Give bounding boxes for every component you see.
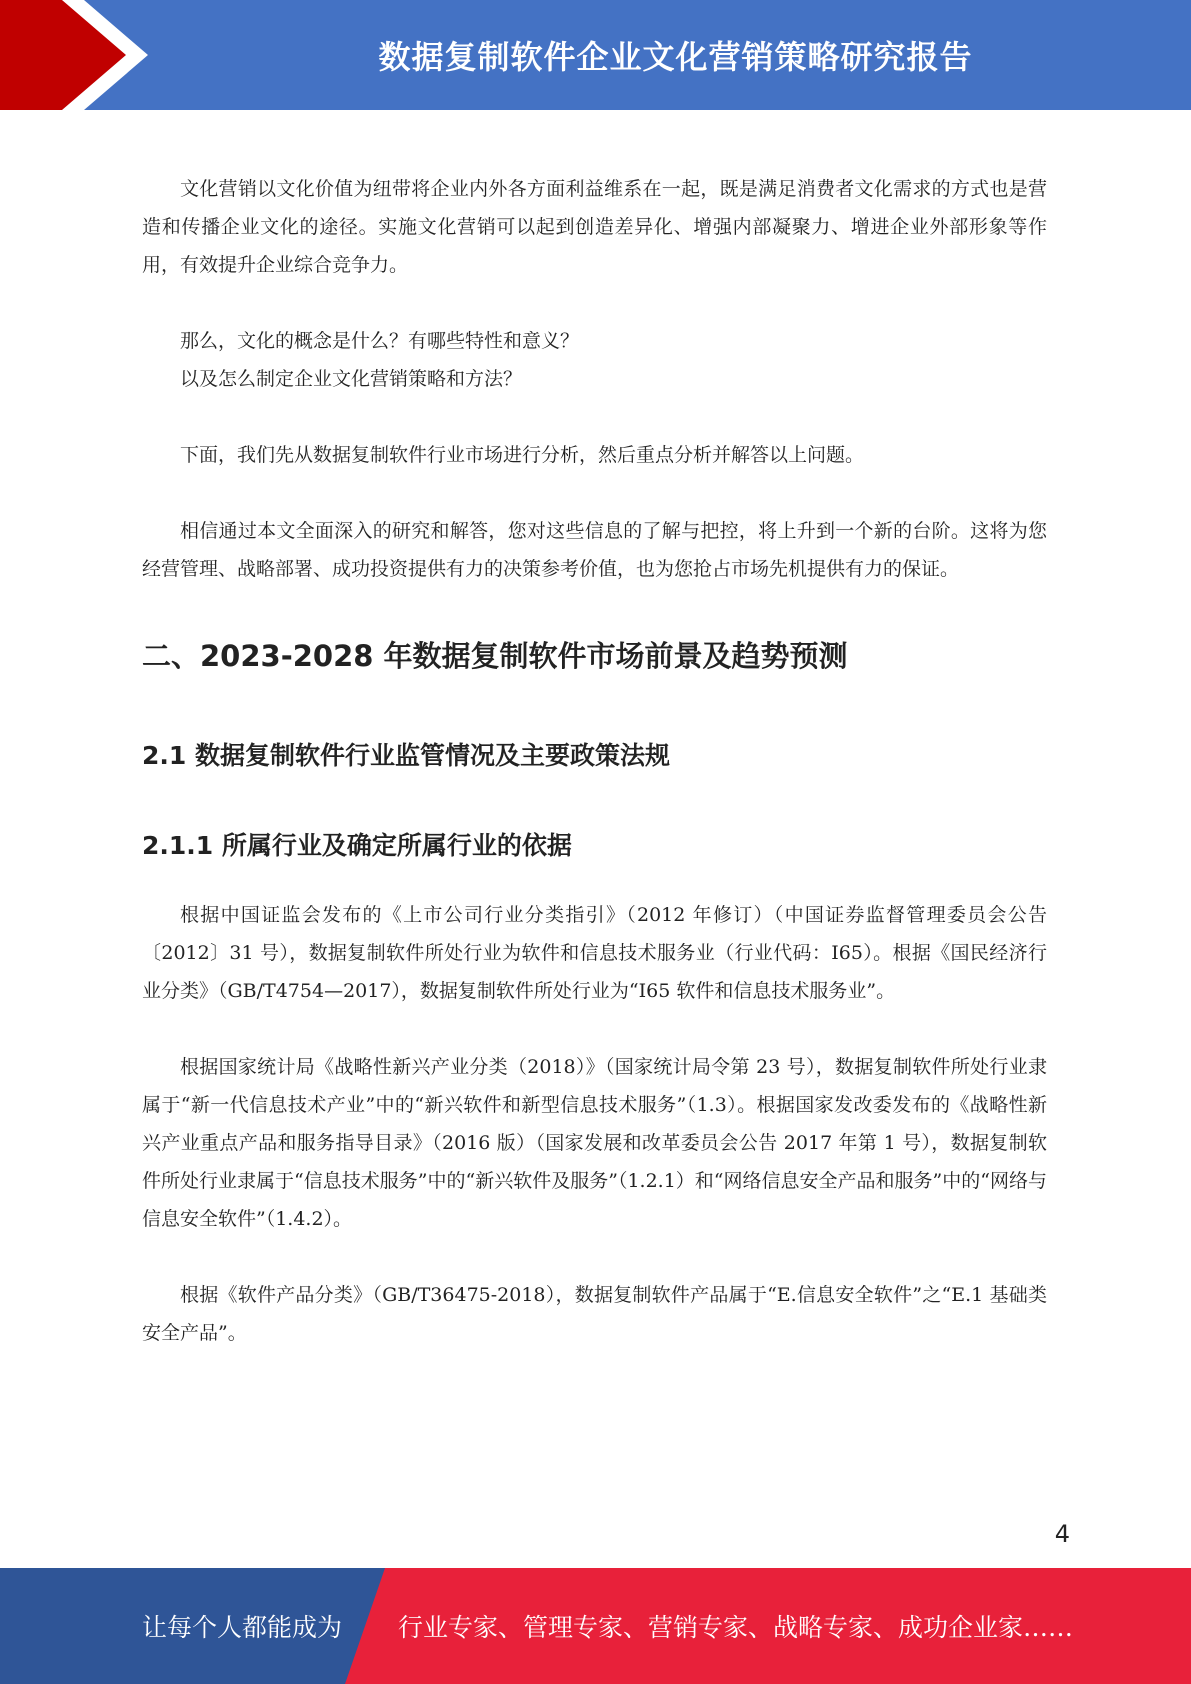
section-heading: 2.1 数据复制软件行业监管情况及主要政策法规 bbox=[142, 741, 670, 770]
paragraph-intro: 文化营销以文化价值为纽带将企业内外各方面利益维系在一起，既是满足消费者文化需求的方式也是营造和传播企业文化的途径。实施文化营销可以起到创造差异化、增强内部凝聚力、增进企业外部形象等作用，有效提升企业综合竞争力。 bbox=[142, 178, 1047, 276]
question-2: 以及怎么制定企业文化营销策略和方法？ bbox=[180, 368, 523, 390]
page-content bbox=[142, 170, 1047, 1352]
paragraph-overview: 下面，我们先从数据复制软件行业市场进行分析，然后重点分析并解答以上问题。 bbox=[180, 444, 865, 466]
chapter-heading: 二、2023-2028 年数据复制软件市场前景及趋势预测 bbox=[142, 639, 848, 673]
page-header bbox=[0, 0, 1191, 110]
header-title: 数据复制软件企业文化营销策略研究报告 bbox=[378, 38, 973, 76]
footer-slogan-left: 让每个人都能成为 bbox=[142, 1613, 343, 1642]
subsection-heading: 2.1.1 所属行业及确定所属行业的依据 bbox=[142, 831, 572, 860]
question-1: 那么，文化的概念是什么？有哪些特性和意义？ bbox=[180, 330, 580, 352]
page-number: 4 bbox=[1054, 1520, 1070, 1548]
paragraph-csrc: 根据中国证监会发布的《上市公司行业分类指引》（2012 年修订）（中国证券监督管理委员会公告〔2012〕31 号），数据复制软件所处行业为软件和信息技术服务业（行业代码：I65）。根据《国民经济行业分类》（GB/T4754—2017），数据复制软件所处行业为“I65 软件和信息技术服务业”。 bbox=[142, 904, 1047, 1002]
page-footer bbox=[0, 1568, 1191, 1684]
paragraph-nbs: 根据国家统计局《战略性新兴产业分类（2018）》（国家统计局令第 23 号），数据复制软件所处行业隶属于“新一代信息技术产业”中的“新兴软件和新型信息技术服务”（1.3）。根据国家发改委发布的《战略性新兴产业重点产品和服务指导目录》（2016 版）（国家发展和改革委员会公告 2017 年第 1 号），数据复制软件所处行业隶属于“信息技术服务”中的“新兴软件及服务”（1.2.1）和“网络信息安全产品和服务”中的“网络与信息安全软件”（1.4.2）。 bbox=[142, 1056, 1047, 1230]
paragraph-value: 相信通过本文全面深入的研究和解答，您对这些信息的了解与把控，将上升到一个新的台阶。这将为您经营管理、战略部署、成功投资提供有力的决策参考价值，也为您抢占市场先机提供有力的保证。 bbox=[142, 520, 1047, 580]
footer-slogan-right: 行业专家、管理专家、营销专家、战略专家、成功企业家…… bbox=[398, 1613, 1074, 1642]
paragraph-software-class: 根据《软件产品分类》（GB/T36475-2018），数据复制软件产品属于“E.信息安全软件”之“E.1 基础类安全产品”。 bbox=[142, 1284, 1047, 1344]
